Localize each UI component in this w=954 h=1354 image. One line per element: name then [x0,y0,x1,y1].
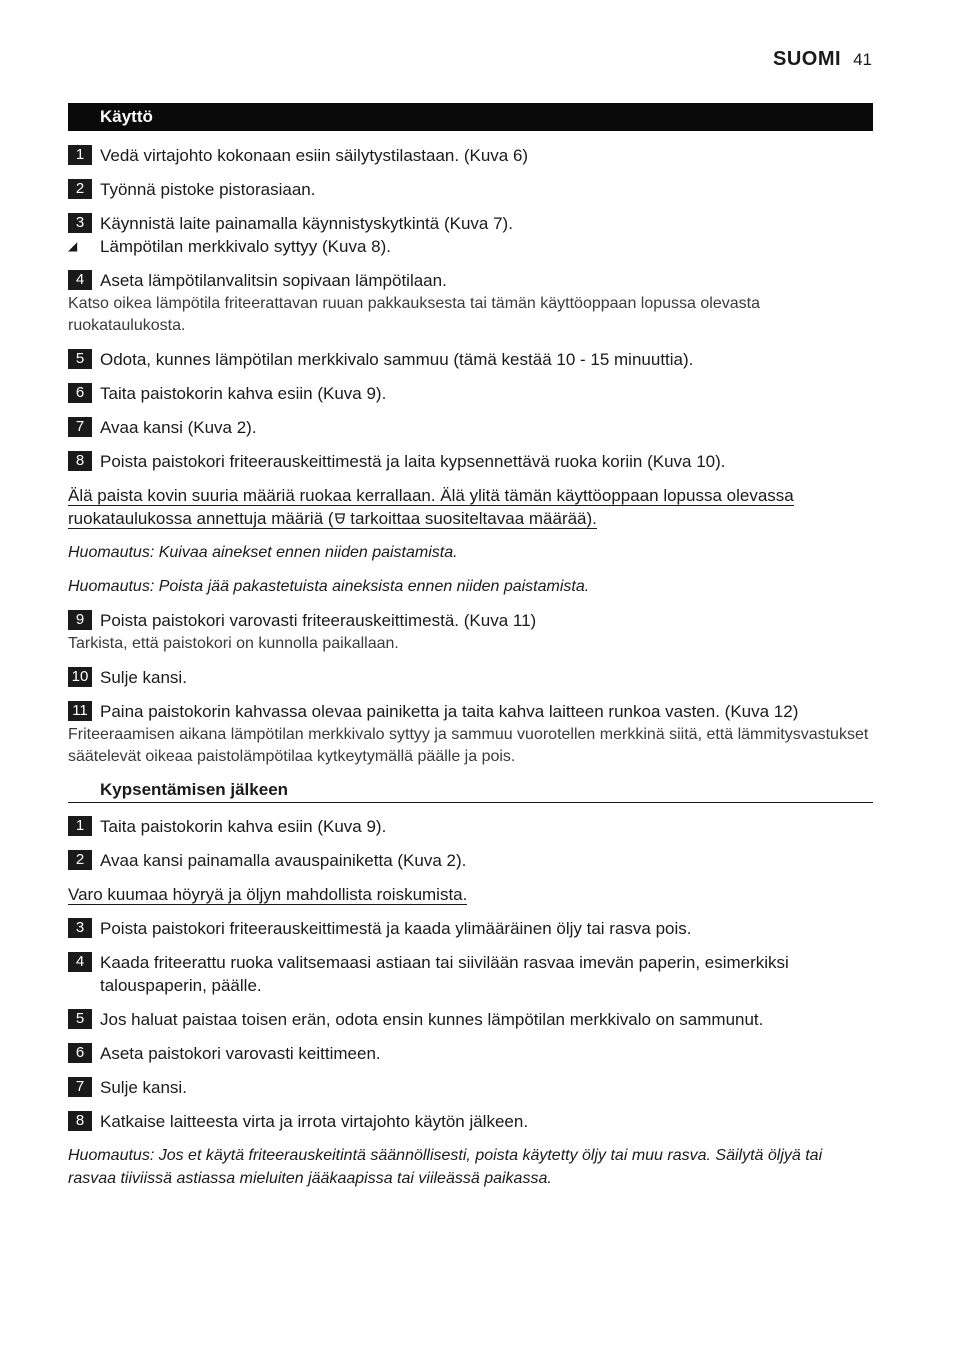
warning-text-line2: ruokataulukossa annettuja määriä ( tarkoittaa suositeltavaa määrää). [68,509,597,528]
step-number: 6 [68,383,92,403]
note-dry-ingredients: Huomautus: Kuivaa ainekset ennen niiden paistamista. [68,544,458,561]
step-text: Vedä virtajohto kokonaan esiin säilytystilastaan. (Kuva 6) [100,146,529,165]
step-9 [68,609,873,632]
step-number: 2 [68,850,92,870]
step-number: 3 [68,213,92,233]
section-heading-after-cooking: Kypsentämisen jälkeen [68,779,873,803]
step-number: 5 [68,349,92,369]
step-4-subtext: Katso oikea lämpötila friteerattavan ruuan pakkauksesta tai tämän käyttöoppaan lopussa olevasta ruokataulukosta. [68,295,760,334]
note-oil-storage: Huomautus: Jos et käytä friteerauskeitintä säännöllisesti, poista käytetty öljy tai muu rasva. Säilytä öljyä tai rasvaa tiiviissä astiassa mieluiten jääkaapissa tai viileässä paikassa. [68,1147,823,1187]
after-step-4 [68,951,873,997]
step-9-subtext: Tarkista, että paistokori on kunnolla paikallaan. [68,635,399,652]
step-1 [68,144,873,167]
step-number: 1 [68,145,92,165]
max-level-icon [334,512,346,525]
after-step-5 [68,1008,873,1031]
step-text: Aseta paistokori varovasti keittimeen. [100,1044,381,1063]
step-number: 2 [68,179,92,199]
warning-text: Varo kuumaa höyryä ja öljyn mahdollista roiskumista. [68,885,468,904]
step-number: 9 [68,610,92,630]
step-number: 8 [68,1111,92,1131]
language-label: SUOMI [773,48,842,70]
step-text: Katkaise laitteesta virta ja irrota virtajohto käytön jälkeen. [100,1112,529,1131]
step-text: Paina paistokorin kahvassa olevaa painiketta ja taita kahva laitteen runkoa vasten. (Kuva 12) [100,702,799,721]
step-text: Poista paistokori varovasti friteerauskeittimestä. (Kuva 11) [100,611,537,630]
step-text: Kaada friteerattu ruoka valitsemaasi astiaan tai siivilään rasvaa imevän paperin, esimerkiksi talouspaperin, päälle. [100,953,789,995]
step-11-subtext: Friteeraamisen aikana lämpötilan merkkivalo syttyy ja sammuu vuorotellen merkkinä siitä, että lämmitysvastukset säätelevät oikeaa paistolämpötilaa kytkeytymällä päälle ja pois. [68,726,869,765]
step-3 [68,212,873,235]
after-step-2 [68,849,873,872]
step-text: Työnnä pistoke pistorasiaan. [100,180,316,199]
section-heading-usage: Käyttö [68,103,873,131]
page-header [773,48,872,71]
warning-text-line1: Älä paista kovin suuria määriä ruokaa kerrallaan. Älä ylitä tämän käyttöoppaan lopussa olevassa [68,486,794,505]
step-number: 4 [68,270,92,290]
step-8 [68,450,873,473]
arrow-bullet-icon: ◢ [68,239,78,253]
step-text: Sulje kansi. [100,1078,187,1097]
warning-hot-steam [68,883,873,906]
step-5 [68,348,873,371]
step-11 [68,700,873,723]
after-step-3 [68,917,873,940]
step-text: Odota, kunnes lämpötilan merkkivalo sammuu (tämä kestää 10 - 15 minuuttia). [100,350,694,369]
after-step-6 [68,1042,873,1065]
after-step-7 [68,1076,873,1099]
step-number: 3 [68,918,92,938]
step-4 [68,269,873,292]
step-number: 11 [68,701,92,721]
step-text: Sulje kansi. [100,668,187,687]
step-text: Aseta lämpötilanvalitsin sopivaan lämpötilaan. [100,271,447,290]
step-text: Jos haluat paistaa toisen erän, odota ensin kunnes lämpötilan merkkivalo on sammunut. [100,1010,764,1029]
step-number: 7 [68,1077,92,1097]
step-number: 7 [68,417,92,437]
after-step-1 [68,815,873,838]
step-text: Avaa kansi (Kuva 2). [100,418,257,437]
page-number: 41 [853,50,872,69]
step-2 [68,178,873,201]
step-text: Avaa kansi painamalla avauspainiketta (Kuva 2). [100,851,467,870]
step-6 [68,382,873,405]
page-content [68,103,873,1201]
step-7 [68,416,873,439]
step-number: 1 [68,816,92,836]
note-remove-ice: Huomautus: Poista jää pakastetuista aineksista ennen niiden paistamista. [68,578,590,595]
step-text: Taita paistokorin kahva esiin (Kuva 9). [100,817,387,836]
step-text: Taita paistokorin kahva esiin (Kuva 9). [100,384,387,403]
step-number: 8 [68,451,92,471]
step-number: 6 [68,1043,92,1063]
after-step-8 [68,1110,873,1133]
step-number: 5 [68,1009,92,1029]
step-number: 10 [68,667,92,687]
step-10 [68,666,873,689]
step-text: Poista paistokori friteerauskeittimestä ja laita kypsennettävä ruoka koriin (Kuva 10). [100,452,726,471]
step-text: Poista paistokori friteerauskeittimestä ja kaada ylimääräinen öljy tai rasva pois. [100,919,692,938]
step-text: Käynnistä laite painamalla käynnistyskytkintä (Kuva 7). [100,214,513,233]
result-text: Lämpötilan merkkivalo syttyy (Kuva 8). [100,237,391,256]
step-3-result [68,235,873,258]
step-number: 4 [68,952,92,972]
warning-quantities [68,484,873,530]
